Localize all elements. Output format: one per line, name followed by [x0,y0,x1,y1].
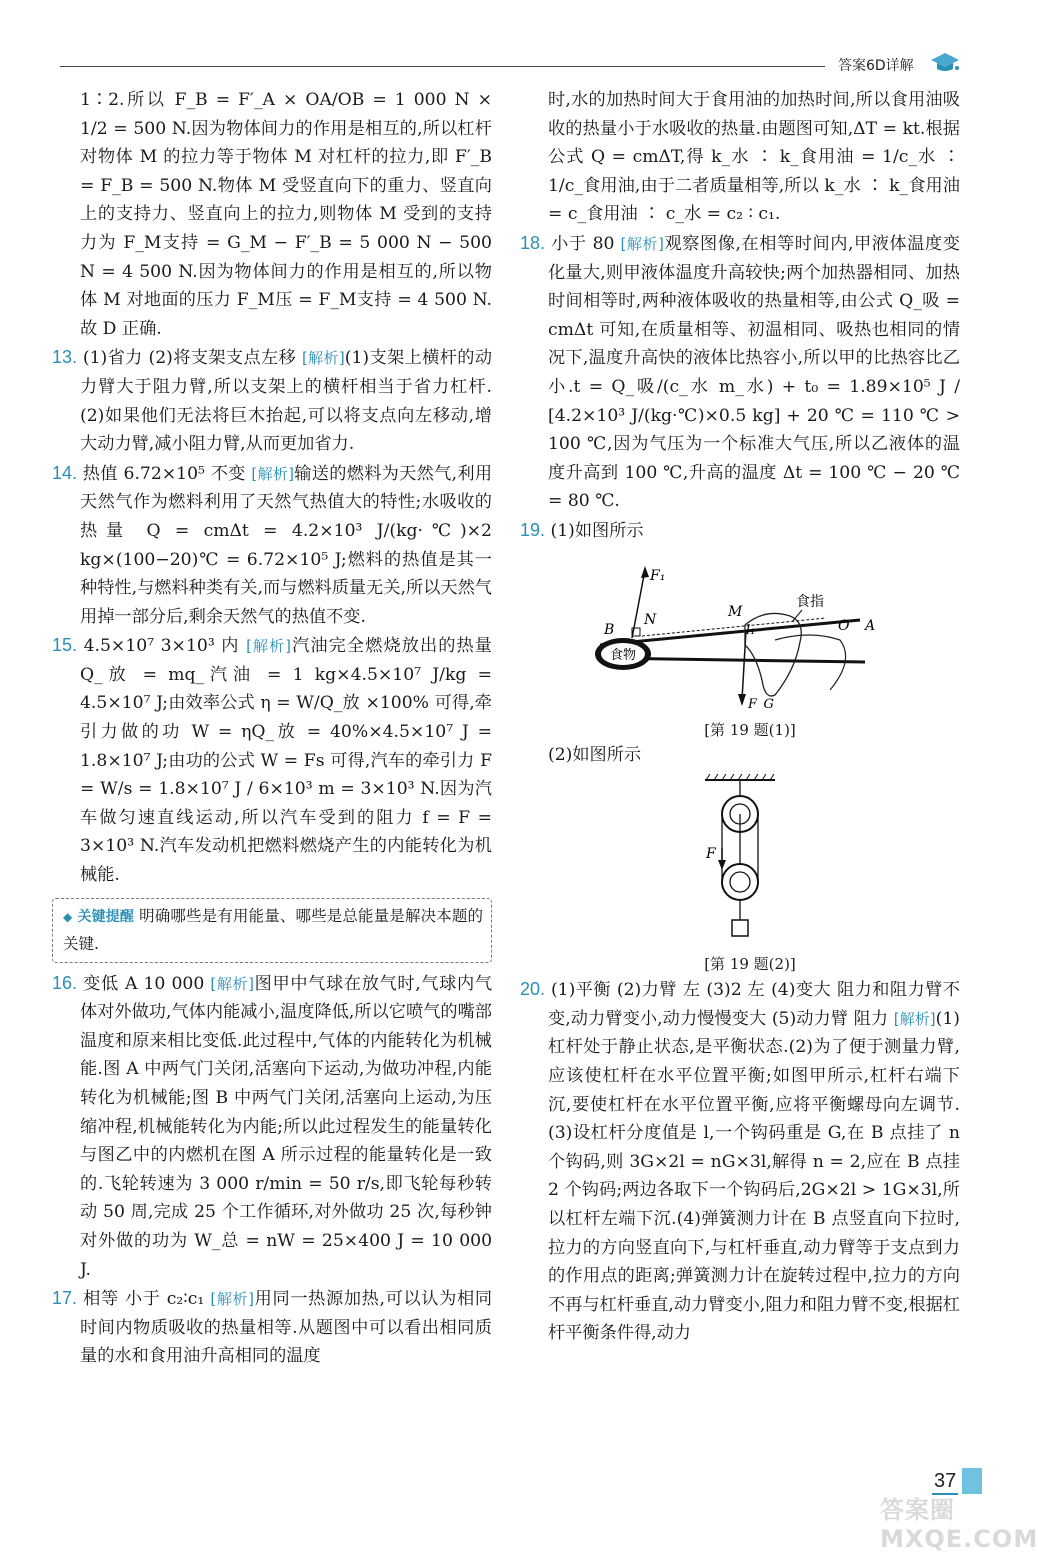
analysis-text: 输送的燃料为天然气,利用天然气作为燃料利用了天然气热值大的特性;水吸收的热量 Q = cmΔt = 4.2×10³ J/(kg·℃)×2 kg×(100−20)℃ = 6.72×10⁵ J;燃料的热值是其一种特性,与燃料种类有关,而与燃料质量无关,所以天然气用掉一部分后,剩余天然气的热值不变. [80,463,493,627]
question-number: 20. [520,979,546,1000]
f1-label: F₁ [650,567,666,584]
question-number: 18. [520,232,546,253]
m-label: M [728,603,743,620]
tip-text: 明确哪些是有用能量、哪些是总能量是解决本题的关键. [63,906,484,953]
watermark: 答案圈 MXQE.COM [880,1496,1038,1553]
analysis-text: 汽油完全燃烧放出的热量 Q_放 = mq_汽油 = 1 kg×4.5×10⁷ J/kg = 4.5×10⁷ J;由效率公式 η = W/Q_放 ×100% 可得,牵引力做的功 W = ηQ_放 = 40%×4.5×10⁷ J = 1.8×10⁷ J;由功的公式 W = Fs 可得,汽车的牵引力 F = W/s = 1.8×10⁷ J / 6×10³ m = 3×10³ N.因为汽车做匀速直线运动,所以汽车受到的阻力 f = F = 3×10³ N.汽车发动机把燃料燃烧产生的内能转化为机械能. [80,636,492,886]
page-number: 37 [932,1470,958,1495]
question-17 [52,1284,492,1371]
part-2-label: (2)如图所示 [548,745,642,766]
l1-label: l₁ [746,622,756,638]
movable-pulley [722,864,758,900]
question-14 [52,459,492,632]
figure-19-1 [520,550,960,742]
analysis-tag: [解析] [301,349,345,368]
fg-arrow [742,630,746,700]
header-rule [60,66,825,67]
movable-pulley-inner [730,872,750,892]
question-18 [520,229,960,516]
answer: 热值 6.72×10⁵ 不变 [82,463,246,484]
question-number: 15. [52,635,78,656]
continued-paragraph: 时,水的加热时间大于食用油的加热时间,所以食用油吸收的热量小于水吸收的热量.由题图可知,ΔT = kt.根据公式 Q = cmΔT,得 k_水 ∶ k_食用油 = 1/c_水 ∶ 1/c_食用油,由于二者质量相等,所以 k_水 ∶ k_食用油 = c_食用油 ∶ c_水 = c₂ ∶ c₁. [548,90,960,225]
analysis-text: 图甲中气球在放气时,气球内气体对外做功,气体内能减小,温度降低,所以它喷气的嘴部温度和原来相比变低.此过程中,气体的内能转化为机械能.图 A 中两气门关闭,活塞向下运动,为做功冲程,内能转化为机械能;图 B 中两气门关闭,活塞向上运动,为压缩冲程,机械能转化为内能;所以此过程发生的能量转化与图乙中的内燃机在图 A 所示过程的能量转化是一致的.飞轮转速为 3 000 r/min = 50 r/s,即飞轮每秒转动 50 周,完成 25 个工作循环,对外做功 25 次,每秒钟对外做的功为 W_总 = nW = 25×400 J = 10 000 J. [80,973,493,1280]
analysis-tag: [解析] [246,637,292,656]
finger-label: 食指 [796,593,824,610]
answer: (1)省力 (2)将支架支点左移 [82,348,297,369]
right-column [520,86,960,1348]
graduation-cap-icon [930,50,960,74]
answer: 相等 小于 c₂∶c₁ [83,1289,205,1310]
analysis-text: (1)杠杆处于静止状态,是平衡状态.(2)为了便于测量力臂,应该使杠杆在水平位置平衡;如图甲所示,杠杆右端下沉,要使杠杆在水平位置平衡,应将平衡螺母向左调节.(3)设杠杆分度值是 l,一个钩码重是 G,在 B 点挂了 n 个钩码,则 3G×2l = nG×3l,解得 n = 2,应在 B 点挂 2 个钩码;两边各取下一个钩码后,2G×2l > 1G×3l,所以杠杆左端下沉.(4)弹簧测力计在 B 点竖直向下拉时,拉力的方向竖直向下,与杠杆垂直,动力臂等于支点到力的作用点的距离;弹簧测力计在旋转过程中,拉力的方向不再与杠杆垂直,动力臂变小,阻力和阻力臂不变,根据杠杆平衡条件得,动力 [548,1008,960,1344]
key-tip-box [52,898,492,963]
header-label: 答案6D详解 [838,58,914,74]
part-1-label: (1)如图所示 [550,520,644,541]
left-column [52,86,492,1371]
b-label: B [604,621,615,638]
f1-arrowhead [641,566,649,578]
pull-arrowhead [718,860,726,870]
figure-caption: [第 19 题(2)] [704,955,796,974]
question-number: 14. [52,462,78,483]
fg-label: F_G [748,696,774,710]
question-15 [52,631,492,889]
analysis-tag: [解析] [210,1290,255,1309]
tip-bullet-icon: ◆ [63,909,73,924]
question-20 [520,975,960,1348]
analysis-tag: [解析] [251,464,294,483]
lever-diagram [520,550,960,710]
figure-19-2 [520,774,960,976]
question-number: 19. [520,519,546,540]
question-number: 13. [52,347,78,368]
a-label: A [865,617,876,634]
answer: 4.5×10⁷ 3×10³ 内 [83,636,240,657]
food-label: 食物 [609,647,637,663]
analysis-text: 用同一热源加热,可以认为相同时间内物质吸收的热量相等.从题图中可以看出相同质量的水和食用油升高相同的温度 [80,1289,493,1367]
figure-caption: [第 19 题(1)] [704,721,796,740]
continued-paragraph: 1∶2.所以 F_B = F′_A × OA/OB = 1 000 N × 1/2 = 500 N.因为物体间力的作用是相互的,所以杠杆对物体 M 的拉力等于物体 M 对杠杆的拉力,即 F′_B = F_B = 500 N.物体 M 受竖直向下的重力、竖直向上的支持力、竖直向上的拉力,则物体 M 受到的支持力为 F_M支持 = G_M − F′_B = 5 000 N − 500 N = 4 500 N.因为物体间力的作用是相互的,所以物体 M 对地面的压力 F_M压 = F_M支持 = 4 500 N.故 D 正确. [80,90,492,339]
analysis-tag: [解析] [210,974,255,993]
fg-arrowhead [738,694,746,706]
answer: 变低 A 10 000 [83,973,205,994]
question-16 [52,969,492,1285]
tip-title: 关键提醒 [77,908,135,925]
question-number: 16. [52,972,78,993]
analysis-tag: [解析] [893,1009,936,1028]
pulley-diagram [520,774,960,944]
f-label: F [706,845,716,862]
answer: (1)平衡 (2)力臂 左 (3)2 左 (4)变大 阻力和阻力臂不变,动力臂变小,动力慢慢变大 (5)动力臂 阻力 [548,980,960,1029]
n-label: N [644,611,657,628]
question-13 [52,343,492,458]
analysis-tag: [解析] [620,234,664,253]
analysis-text: (1)支架上横杆的动力臂大于阻力臂,所以支架上的横杆相当于省力杠杆.(2)如果他们无法将巨木抬起,可以将支点向左移动,增大动力臂,减小阻力臂,从而更加省力. [80,348,493,455]
weight-block [732,920,748,936]
o-label: O [838,617,850,634]
question-number: 17. [52,1288,78,1309]
analysis-text: 观察图像,在相等时间内,甲液体温度变化量大,则甲液体温度升高较快;两个加热器相同、加热时间相等时,两种液体吸收的热量相等,由公式 Q_吸 = cmΔt 可知,在质量相等、初温相同、吸热也相同的情况下,温度升高快的液体比热容小,所以甲的比热容比乙小.t = Q_吸/(c_水 m_水) + t₀ = 1.89×10⁵ J / [4.2×10³ J/(kg·℃)×0.5 kg] + 20 ℃ = 110 ℃ > 100 ℃,因为气压为一个标准大气压,所以乙液体的温度升高到 100 ℃,升高的温度 Δt = 100 ℃ − 20 ℃ = 80 ℃. [548,233,960,512]
answer: 小于 80 [551,233,615,254]
question-19 [520,516,960,975]
